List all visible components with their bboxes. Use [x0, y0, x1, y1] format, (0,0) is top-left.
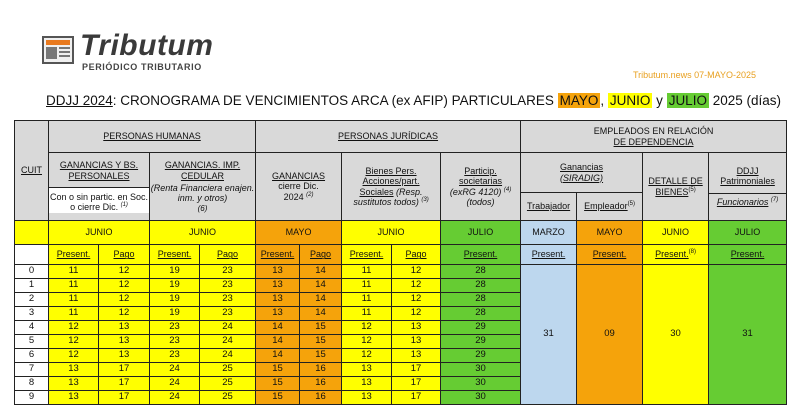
cell-ced-p: 24: [150, 377, 200, 391]
cell-bpj-p: 12: [342, 321, 392, 335]
cell-gpj-p: 14: [256, 321, 300, 335]
cuit-digit: 3: [15, 307, 49, 321]
title-prefix: DDJJ 2024: [46, 93, 113, 108]
col-ganancias-emp-title: Ganancias: [560, 162, 604, 173]
cuit-digit: 9: [15, 391, 49, 405]
cell-gbs-p: 11: [49, 293, 99, 307]
cell-gpj-g: 16: [300, 363, 342, 377]
cuit-digit: 1: [15, 279, 49, 293]
title-main: : CRONOGRAMA DE VENCIMIENTOS ARCA (ex AFIP) PARTICULARES: [112, 93, 558, 108]
col-ddjj: [709, 153, 787, 221]
sub-det-present-label: Present.: [655, 249, 689, 260]
month-ganancias-pj: MAYO: [256, 221, 342, 245]
cell-part: 30: [441, 377, 521, 391]
col-particip: [441, 153, 521, 221]
group-empleados-line1: EMPLEADOS EN RELACIÓN: [593, 126, 714, 137]
col-ganancias-emp-note: (SIRADIG): [560, 172, 604, 183]
sub-det-present-ref: (8): [688, 249, 696, 256]
logo-subtitle: PERIÓDICO TRIBUTARIO: [82, 62, 202, 72]
cell-gbs-p: 11: [49, 279, 99, 293]
cell-gbs-g: 12: [99, 279, 150, 293]
col-cedular: [150, 153, 256, 221]
table-row: [15, 265, 787, 279]
cell-bpj-p: 13: [342, 391, 392, 405]
col-bienes-pj-title3: Sociales: [359, 186, 394, 197]
title-month-junio: JUNIO: [609, 93, 651, 108]
cell-part: 29: [441, 349, 521, 363]
col-cedular-ref: (6): [197, 203, 208, 213]
sub-gbs-pago: Pago: [99, 245, 150, 265]
page-title: [46, 93, 781, 108]
cuit-digit: 8: [15, 377, 49, 391]
cell-ced-g: 24: [200, 321, 256, 335]
month-cedular: JUNIO: [150, 221, 256, 245]
cell-bpj-p: 11: [342, 279, 392, 293]
col-cedular-note: (Renta Financiera enajen. inm. y otros): [150, 182, 255, 204]
cell-ced-g: 23: [200, 307, 256, 321]
cell-gbs-p: 13: [49, 377, 99, 391]
cell-part: 30: [441, 391, 521, 405]
group-empleados-line2: DE DEPENDENCIA: [613, 136, 694, 147]
cell-bpj-g: 13: [392, 349, 441, 363]
title-comma: ,: [600, 93, 608, 108]
subheader-row: [15, 245, 787, 265]
cell-part: 29: [441, 321, 521, 335]
col-bienes-pj-title1: Bienes Pers.: [365, 165, 417, 176]
cell-gpj-p: 13: [256, 279, 300, 293]
cell-gbs-p: 11: [49, 307, 99, 321]
cell-bpj-g: 13: [392, 335, 441, 349]
sub-part-present: Present.: [441, 245, 521, 265]
col-particip-ref1: (4): [503, 186, 512, 193]
cell-part: 29: [441, 335, 521, 349]
cell-gpj-p: 13: [256, 265, 300, 279]
cell-ced-p: 19: [150, 279, 200, 293]
months-row: [15, 221, 787, 245]
col-detalle-title1: DETALLE DE: [648, 176, 703, 187]
col-particip-note2: (todos): [466, 196, 495, 207]
cuit-digit: 4: [15, 321, 49, 335]
col-particip-title2: societarias: [459, 176, 503, 187]
cell-gbs-g: 12: [99, 293, 150, 307]
cell-gpj-g: 15: [300, 335, 342, 349]
cell-part: 28: [441, 307, 521, 321]
cell-bpj-p: 11: [342, 265, 392, 279]
month-detalle: JUNIO: [643, 221, 709, 245]
month-empleador: MAYO: [577, 221, 643, 245]
cell-gpj-g: 14: [300, 265, 342, 279]
cell-bpj-g: 17: [392, 363, 441, 377]
cell-gbs-p: 12: [49, 349, 99, 363]
cell-ced-g: 24: [200, 335, 256, 349]
empleados-value-detalle: 30: [643, 265, 709, 405]
col-empleador-label: Empleador: [584, 201, 628, 212]
col-ganancias-pj-ref: (2): [306, 191, 314, 198]
col-empleador-ref: (5): [627, 201, 635, 208]
title-y: y: [652, 93, 667, 108]
sub-ced-present: Present.: [150, 245, 200, 265]
cell-part: 28: [441, 293, 521, 307]
cell-gbs-g: 17: [99, 363, 150, 377]
month-trabajador: MARZO: [521, 221, 577, 245]
cell-gbs-g: 13: [99, 349, 150, 363]
col-trabajador: Trabajador: [521, 193, 577, 221]
col-bienes-pj: [342, 153, 441, 221]
cuit-digit: 6: [15, 349, 49, 363]
cell-gpj-p: 14: [256, 335, 300, 349]
cuit-header: CUIT: [15, 121, 49, 221]
newspaper-icon: [42, 36, 74, 64]
sub-empl-present: Present.: [577, 245, 643, 265]
cuit-digit: 7: [15, 363, 49, 377]
cell-gbs-g: 17: [99, 377, 150, 391]
cell-part: 28: [441, 279, 521, 293]
cuit-digit: 0: [15, 265, 49, 279]
month-ganancias-bs: JUNIO: [49, 221, 150, 245]
sub-gbs-present: Present.: [49, 245, 99, 265]
cell-bpj-g: 12: [392, 293, 441, 307]
col-ganancias-pj-note1: cierre Dic.: [278, 181, 319, 192]
cell-bpj-p: 12: [342, 349, 392, 363]
cell-bpj-p: 11: [342, 293, 392, 307]
cell-gbs-p: 12: [49, 321, 99, 335]
cell-ced-g: 23: [200, 293, 256, 307]
group-personas-humanas: PERSONAS HUMANAS: [49, 121, 256, 153]
cell-ced-g: 25: [200, 377, 256, 391]
cell-ced-g: 25: [200, 363, 256, 377]
cell-ced-p: 19: [150, 265, 200, 279]
cell-bpj-p: 13: [342, 363, 392, 377]
logo-title: Tributum: [80, 29, 214, 62]
cell-gpj-g: 14: [300, 307, 342, 321]
col-detalle-bienes: [643, 153, 709, 221]
col-ganancias-bs-title: GANANCIAS Y BS. PERSONALES: [59, 160, 139, 181]
sub-bpj-pago: Pago: [392, 245, 441, 265]
cell-gbs-p: 13: [49, 391, 99, 405]
col-ganancias-pj-title: GANANCIAS: [272, 170, 326, 181]
sub-det-present: [643, 245, 709, 265]
title-month-mayo: MAYO: [559, 93, 599, 108]
cell-gbs-g: 17: [99, 391, 150, 405]
col-ganancias-emp: [521, 153, 643, 193]
cell-gbs-g: 12: [99, 265, 150, 279]
col-particip-title1: Particip.: [464, 165, 497, 176]
cell-gpj-p: 15: [256, 363, 300, 377]
cell-ced-g: 23: [200, 265, 256, 279]
cell-gpj-g: 16: [300, 391, 342, 405]
month-cuit-blank: [15, 221, 49, 245]
col-detalle-ref: (5): [688, 186, 696, 193]
cell-ced-p: 23: [150, 321, 200, 335]
cuit-digit: 2: [15, 293, 49, 307]
sub-gpj-pago: Pago: [300, 245, 342, 265]
col-ddjj-note: Funcionarios: [716, 196, 769, 207]
cell-ced-p: 24: [150, 363, 200, 377]
title-month-julio: JULIO: [668, 93, 707, 108]
col-bienes-pj-ref: (3): [421, 196, 429, 203]
col-ddjj-title2: Patrimoniales: [720, 176, 775, 187]
cell-gpj-g: 16: [300, 377, 342, 391]
cell-bpj-g: 17: [392, 391, 441, 405]
cell-part: 28: [441, 265, 521, 279]
month-particip: JULIO: [441, 221, 521, 245]
cell-part: 30: [441, 363, 521, 377]
cell-gbs-p: 11: [49, 265, 99, 279]
cell-gpj-g: 14: [300, 293, 342, 307]
empleados-value-empleador: 09: [577, 265, 643, 405]
col-empleador: [577, 193, 643, 221]
empleados-value-ddjj: 31: [709, 265, 787, 405]
col-ganancias-pj-note2: 2024: [283, 191, 304, 202]
sub-ddjj-present: Present.: [709, 245, 787, 265]
month-ddjj: JULIO: [709, 221, 787, 245]
col-ganancias-pj: [256, 153, 342, 221]
cell-gpj-g: 15: [300, 321, 342, 335]
title-suffix: 2025 (días): [708, 93, 781, 108]
col-cedular-title: GANANCIAS. IMP. CEDULAR: [164, 160, 241, 181]
cell-gpj-g: 15: [300, 349, 342, 363]
col-detalle-title2: BIENES: [655, 186, 689, 197]
cell-gbs-g: 13: [99, 321, 150, 335]
cell-gbs-p: 12: [49, 335, 99, 349]
cell-gpj-p: 13: [256, 293, 300, 307]
schedule-rows: [15, 265, 787, 405]
cuit-digit: 5: [15, 335, 49, 349]
cell-bpj-g: 17: [392, 377, 441, 391]
cell-gpj-g: 14: [300, 279, 342, 293]
sub-gpj-present: Present.: [256, 245, 300, 265]
cell-ced-g: 23: [200, 279, 256, 293]
col-ganancias-bs-note-box: [49, 187, 149, 213]
cell-ced-p: 19: [150, 293, 200, 307]
cell-bpj-p: 11: [342, 307, 392, 321]
sub-ced-pago: Pago: [200, 245, 256, 265]
cell-ced-p: 23: [150, 335, 200, 349]
cell-gpj-p: 13: [256, 307, 300, 321]
cell-ced-p: 24: [150, 391, 200, 405]
group-empleados: [521, 121, 787, 153]
cell-bpj-p: 12: [342, 335, 392, 349]
cell-bpj-g: 12: [392, 307, 441, 321]
cell-gpj-p: 15: [256, 391, 300, 405]
col-ganancias-bs-note: Con o sin partic. en Soc. o cierre Dic.: [49, 192, 149, 213]
cell-ced-p: 23: [150, 349, 200, 363]
cell-gpj-p: 14: [256, 349, 300, 363]
month-bienes-pj: JUNIO: [342, 221, 441, 245]
cell-gbs-g: 12: [99, 307, 150, 321]
cell-ced-g: 24: [200, 349, 256, 363]
sub-bpj-present: Present.: [342, 245, 392, 265]
cell-bpj-g: 12: [392, 265, 441, 279]
col-ddjj-ref: (7): [770, 196, 779, 203]
cell-ced-p: 19: [150, 307, 200, 321]
col-bienes-pj-title2: Acciones/part.: [362, 176, 420, 187]
page-header: [0, 0, 800, 120]
source-label: Tributum.news 07-MAYO-2025: [632, 70, 756, 80]
group-personas-juridicas: PERSONAS JURÍDICAS: [256, 121, 521, 153]
empleados-value-trabajador: 31: [521, 265, 577, 405]
col-ganancias-bs: [49, 153, 150, 221]
cell-bpj-g: 13: [392, 321, 441, 335]
col-bienes-pj-note: (Resp. sustitutos todos): [353, 186, 423, 207]
col-ganancias-bs-ref: (1): [120, 202, 128, 209]
cell-gbs-p: 13: [49, 363, 99, 377]
cell-ced-g: 25: [200, 391, 256, 405]
cell-gpj-p: 15: [256, 377, 300, 391]
schedule-table: [14, 120, 787, 405]
sub-trab-present: Present.: [521, 245, 577, 265]
cell-gbs-g: 13: [99, 335, 150, 349]
cell-bpj-p: 13: [342, 377, 392, 391]
sub-cuit-blank: [15, 245, 49, 265]
col-particip-note1: (exRG 4120): [449, 186, 502, 197]
cell-bpj-g: 12: [392, 279, 441, 293]
col-ddjj-title1: DDJJ: [736, 165, 759, 176]
